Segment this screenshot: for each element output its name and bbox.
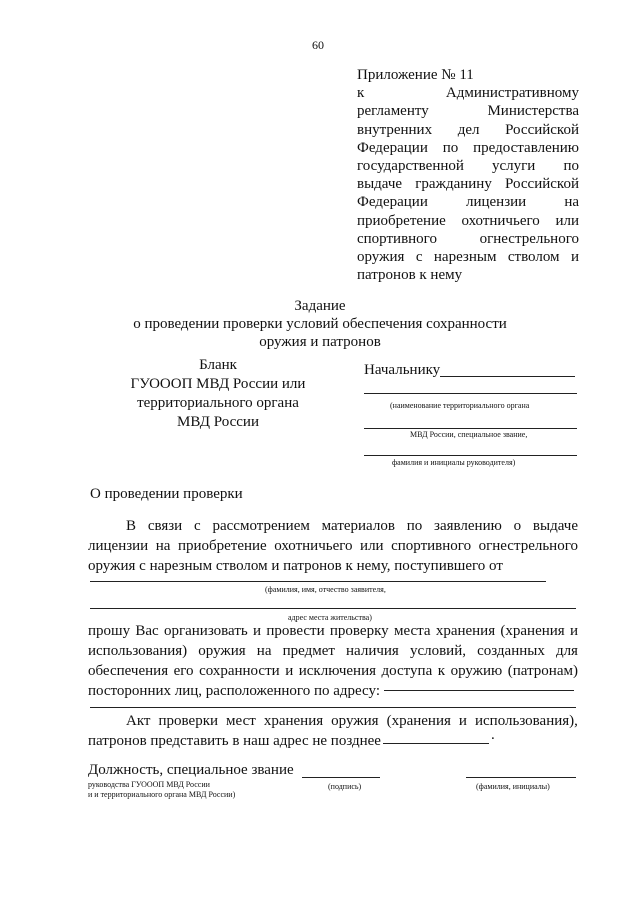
appendix-line bbox=[357, 102, 579, 120]
section-heading: О проведении проверки bbox=[90, 486, 243, 502]
deadline-line bbox=[88, 711, 578, 731]
addressee-name-field[interactable] bbox=[364, 455, 577, 456]
appendix-word: лицензии bbox=[465, 194, 527, 211]
appendix-line bbox=[357, 266, 579, 284]
addressee-rank-field[interactable] bbox=[364, 428, 577, 429]
instruction-word: и bbox=[253, 623, 262, 639]
request-word: В bbox=[126, 518, 137, 534]
paragraph-request bbox=[88, 516, 578, 576]
instruction-word: места bbox=[393, 623, 431, 639]
instruction-word: Вас bbox=[135, 623, 159, 639]
appendix-line bbox=[357, 66, 579, 84]
appendix-word: спортивного bbox=[357, 230, 437, 247]
appendix-line bbox=[357, 84, 579, 102]
appendix-word: приобретение bbox=[357, 212, 446, 229]
instruction-word: исключения bbox=[298, 663, 376, 679]
request-word: лицензии bbox=[88, 538, 149, 554]
signature-caption: (подпись) bbox=[328, 782, 362, 791]
instruction-word: проверку bbox=[329, 623, 389, 639]
appendix-word: предоставлению bbox=[473, 139, 579, 156]
request-word: спортивного bbox=[391, 538, 472, 554]
document-subtitle-2: оружия и патронов bbox=[259, 334, 381, 350]
request-line bbox=[88, 556, 578, 576]
letterhead-line: Бланк bbox=[199, 357, 237, 373]
appendix-word: государственной bbox=[357, 158, 464, 175]
appendix-word: патронов к нему bbox=[357, 267, 463, 284]
appendix-word: Приложение № 11 bbox=[357, 67, 474, 83]
request-word: по bbox=[406, 518, 423, 534]
instruction-word: и bbox=[569, 623, 578, 639]
appendix-word: регламенту bbox=[357, 103, 429, 120]
appendix-word: Российской bbox=[505, 176, 579, 193]
address-caption: адрес места жительства) bbox=[288, 613, 372, 622]
request-word: с bbox=[194, 518, 201, 534]
instruction-word: наличия bbox=[346, 643, 399, 659]
appendix-line bbox=[357, 230, 579, 248]
appendix-word: внутренних bbox=[357, 121, 433, 138]
appendix-reference bbox=[357, 66, 579, 284]
instruction-word: посторонних лиц, расположенного по адресу: bbox=[88, 683, 380, 699]
appendix-line bbox=[357, 157, 579, 175]
instruction-word: на bbox=[256, 643, 272, 659]
letterhead-line: территориального органа bbox=[137, 395, 299, 411]
deadline-word: патронов представить в наш адрес не позднее bbox=[88, 733, 381, 749]
deadline-word: хранения bbox=[263, 713, 324, 729]
request-word: на bbox=[155, 538, 171, 554]
request-word: нарезным bbox=[149, 558, 213, 574]
document-title: Задание bbox=[294, 298, 346, 314]
appendix-word: Административному bbox=[445, 85, 579, 102]
addressee-label: Начальнику bbox=[364, 362, 441, 378]
instruction-word: созданных bbox=[477, 643, 545, 659]
deadline-field[interactable] bbox=[383, 743, 489, 744]
name-initials-field[interactable] bbox=[466, 777, 576, 778]
appendix-line bbox=[357, 139, 579, 157]
request-word: или bbox=[360, 538, 384, 554]
appendix-word: Министерства bbox=[487, 103, 579, 120]
instruction-word: оружия bbox=[198, 643, 246, 659]
name-caption: (фамилия, инициалы) bbox=[476, 782, 550, 791]
appendix-word: огнестрельного bbox=[479, 230, 579, 247]
instruction-word: прошу bbox=[88, 623, 131, 639]
instruction-word: оружию bbox=[450, 663, 503, 679]
appendix-line bbox=[357, 212, 579, 230]
applicant-name-field[interactable] bbox=[90, 581, 546, 582]
appendix-word: на bbox=[564, 194, 579, 211]
addressee-field[interactable] bbox=[440, 376, 575, 377]
request-word: рассмотрением bbox=[212, 518, 310, 534]
deadline-word: Акт bbox=[126, 713, 151, 729]
letterhead-line: МВД России bbox=[177, 414, 259, 430]
deadline-word: использования), bbox=[474, 713, 578, 729]
appendix-word: выдаче bbox=[357, 176, 403, 193]
request-word: охотничьего bbox=[274, 538, 353, 554]
request-line bbox=[88, 536, 578, 556]
request-word: с bbox=[139, 558, 146, 574]
request-word: связи bbox=[147, 518, 183, 534]
position-label: Должность, специальное звание bbox=[88, 762, 294, 778]
applicant-address-field[interactable] bbox=[90, 608, 576, 609]
request-word: огнестрельного bbox=[478, 538, 578, 554]
appendix-word: к bbox=[357, 85, 365, 102]
instruction-line bbox=[88, 681, 578, 701]
addressee-caption: (наименование территориального органа bbox=[390, 401, 530, 410]
request-word: о bbox=[513, 518, 522, 534]
request-word: оружия bbox=[88, 558, 136, 574]
appendix-word: Федерации bbox=[357, 194, 428, 211]
paragraph-instruction bbox=[88, 621, 578, 701]
instruction-word: к bbox=[437, 663, 446, 679]
request-word: патронов bbox=[283, 558, 342, 574]
appendix-word: стволом bbox=[507, 249, 560, 266]
instruction-word: условий, bbox=[409, 643, 466, 659]
signature-field[interactable] bbox=[302, 777, 380, 778]
addressee-org-field[interactable] bbox=[364, 393, 577, 394]
appendix-word: дел bbox=[457, 121, 480, 138]
appendix-word: услуги bbox=[492, 158, 536, 175]
deadline-word: проверки bbox=[158, 713, 219, 729]
addressee-caption: фамилия и инициалы руководителя) bbox=[392, 458, 516, 467]
instruction-word: предмет bbox=[282, 643, 335, 659]
position-caption: руководства ГУОООП МВД России bbox=[88, 780, 210, 789]
appendix-word: оружия bbox=[357, 249, 405, 266]
request-word: заявлению bbox=[434, 518, 502, 534]
instruction-word: хранения bbox=[435, 623, 496, 639]
request-word: к bbox=[345, 558, 353, 574]
instruction-line bbox=[88, 641, 578, 661]
appendix-line bbox=[357, 248, 579, 266]
deadline-period: . bbox=[491, 727, 495, 743]
request-word: приобретение bbox=[177, 538, 267, 554]
appendix-word: Федерации bbox=[357, 139, 428, 156]
deadline-word: (хранения bbox=[386, 713, 451, 729]
appendix-word: нарезным bbox=[433, 249, 497, 266]
deadline-word: мест bbox=[226, 713, 256, 729]
deadline-word: оружия bbox=[331, 713, 379, 729]
appendix-word: и bbox=[570, 249, 579, 266]
appendix-line bbox=[357, 175, 579, 193]
instruction-word: и bbox=[285, 663, 294, 679]
storage-address-field-2[interactable] bbox=[90, 707, 576, 708]
request-word: нему, bbox=[356, 558, 391, 574]
instruction-word: для bbox=[555, 643, 578, 659]
document-subtitle: о проведении проверки условий обеспечения сохранности bbox=[133, 316, 507, 332]
instruction-word: (патронам) bbox=[507, 663, 578, 679]
appendix-word: или bbox=[555, 212, 579, 229]
page-number: 60 bbox=[312, 38, 324, 52]
appendix-line bbox=[357, 121, 579, 139]
paragraph-deadline bbox=[88, 711, 578, 751]
instruction-word: провести bbox=[266, 623, 325, 639]
request-word: поступившего bbox=[394, 558, 486, 574]
instruction-line bbox=[88, 621, 578, 641]
applicant-caption: (фамилия, имя, отчество заявителя, bbox=[265, 585, 386, 594]
storage-address-field[interactable] bbox=[384, 690, 574, 691]
instruction-line bbox=[88, 661, 578, 681]
appendix-word: гражданину bbox=[415, 176, 492, 193]
appendix-word: Российской bbox=[505, 121, 579, 138]
instruction-word: (хранения bbox=[500, 623, 565, 639]
deadline-word: и bbox=[458, 713, 467, 729]
request-line bbox=[88, 516, 578, 536]
position-caption-2: и и территориального органа МВД России) bbox=[88, 790, 236, 799]
addressee-caption: МВД России, специальное звание, bbox=[410, 430, 528, 439]
instruction-word: использования) bbox=[88, 643, 188, 659]
appendix-line bbox=[357, 193, 579, 211]
request-word: от bbox=[489, 558, 503, 574]
request-word: материалов bbox=[321, 518, 395, 534]
appendix-word: по bbox=[563, 158, 579, 175]
appendix-word: по bbox=[442, 139, 459, 156]
request-word: и bbox=[271, 558, 280, 574]
letterhead-block bbox=[118, 356, 318, 432]
instruction-word: организовать bbox=[163, 623, 248, 639]
deadline-line bbox=[88, 731, 578, 751]
instruction-word: сохранности bbox=[199, 663, 280, 679]
appendix-word: с bbox=[415, 249, 423, 266]
instruction-word: доступа bbox=[381, 663, 433, 679]
letterhead-line: ГУОООП МВД России или bbox=[130, 376, 306, 392]
appendix-word: охотничьего bbox=[461, 212, 540, 229]
instruction-word: его bbox=[173, 663, 194, 679]
request-word: выдаче bbox=[532, 518, 578, 534]
request-word: стволом bbox=[215, 558, 268, 574]
instruction-word: обеспечения bbox=[88, 663, 169, 679]
